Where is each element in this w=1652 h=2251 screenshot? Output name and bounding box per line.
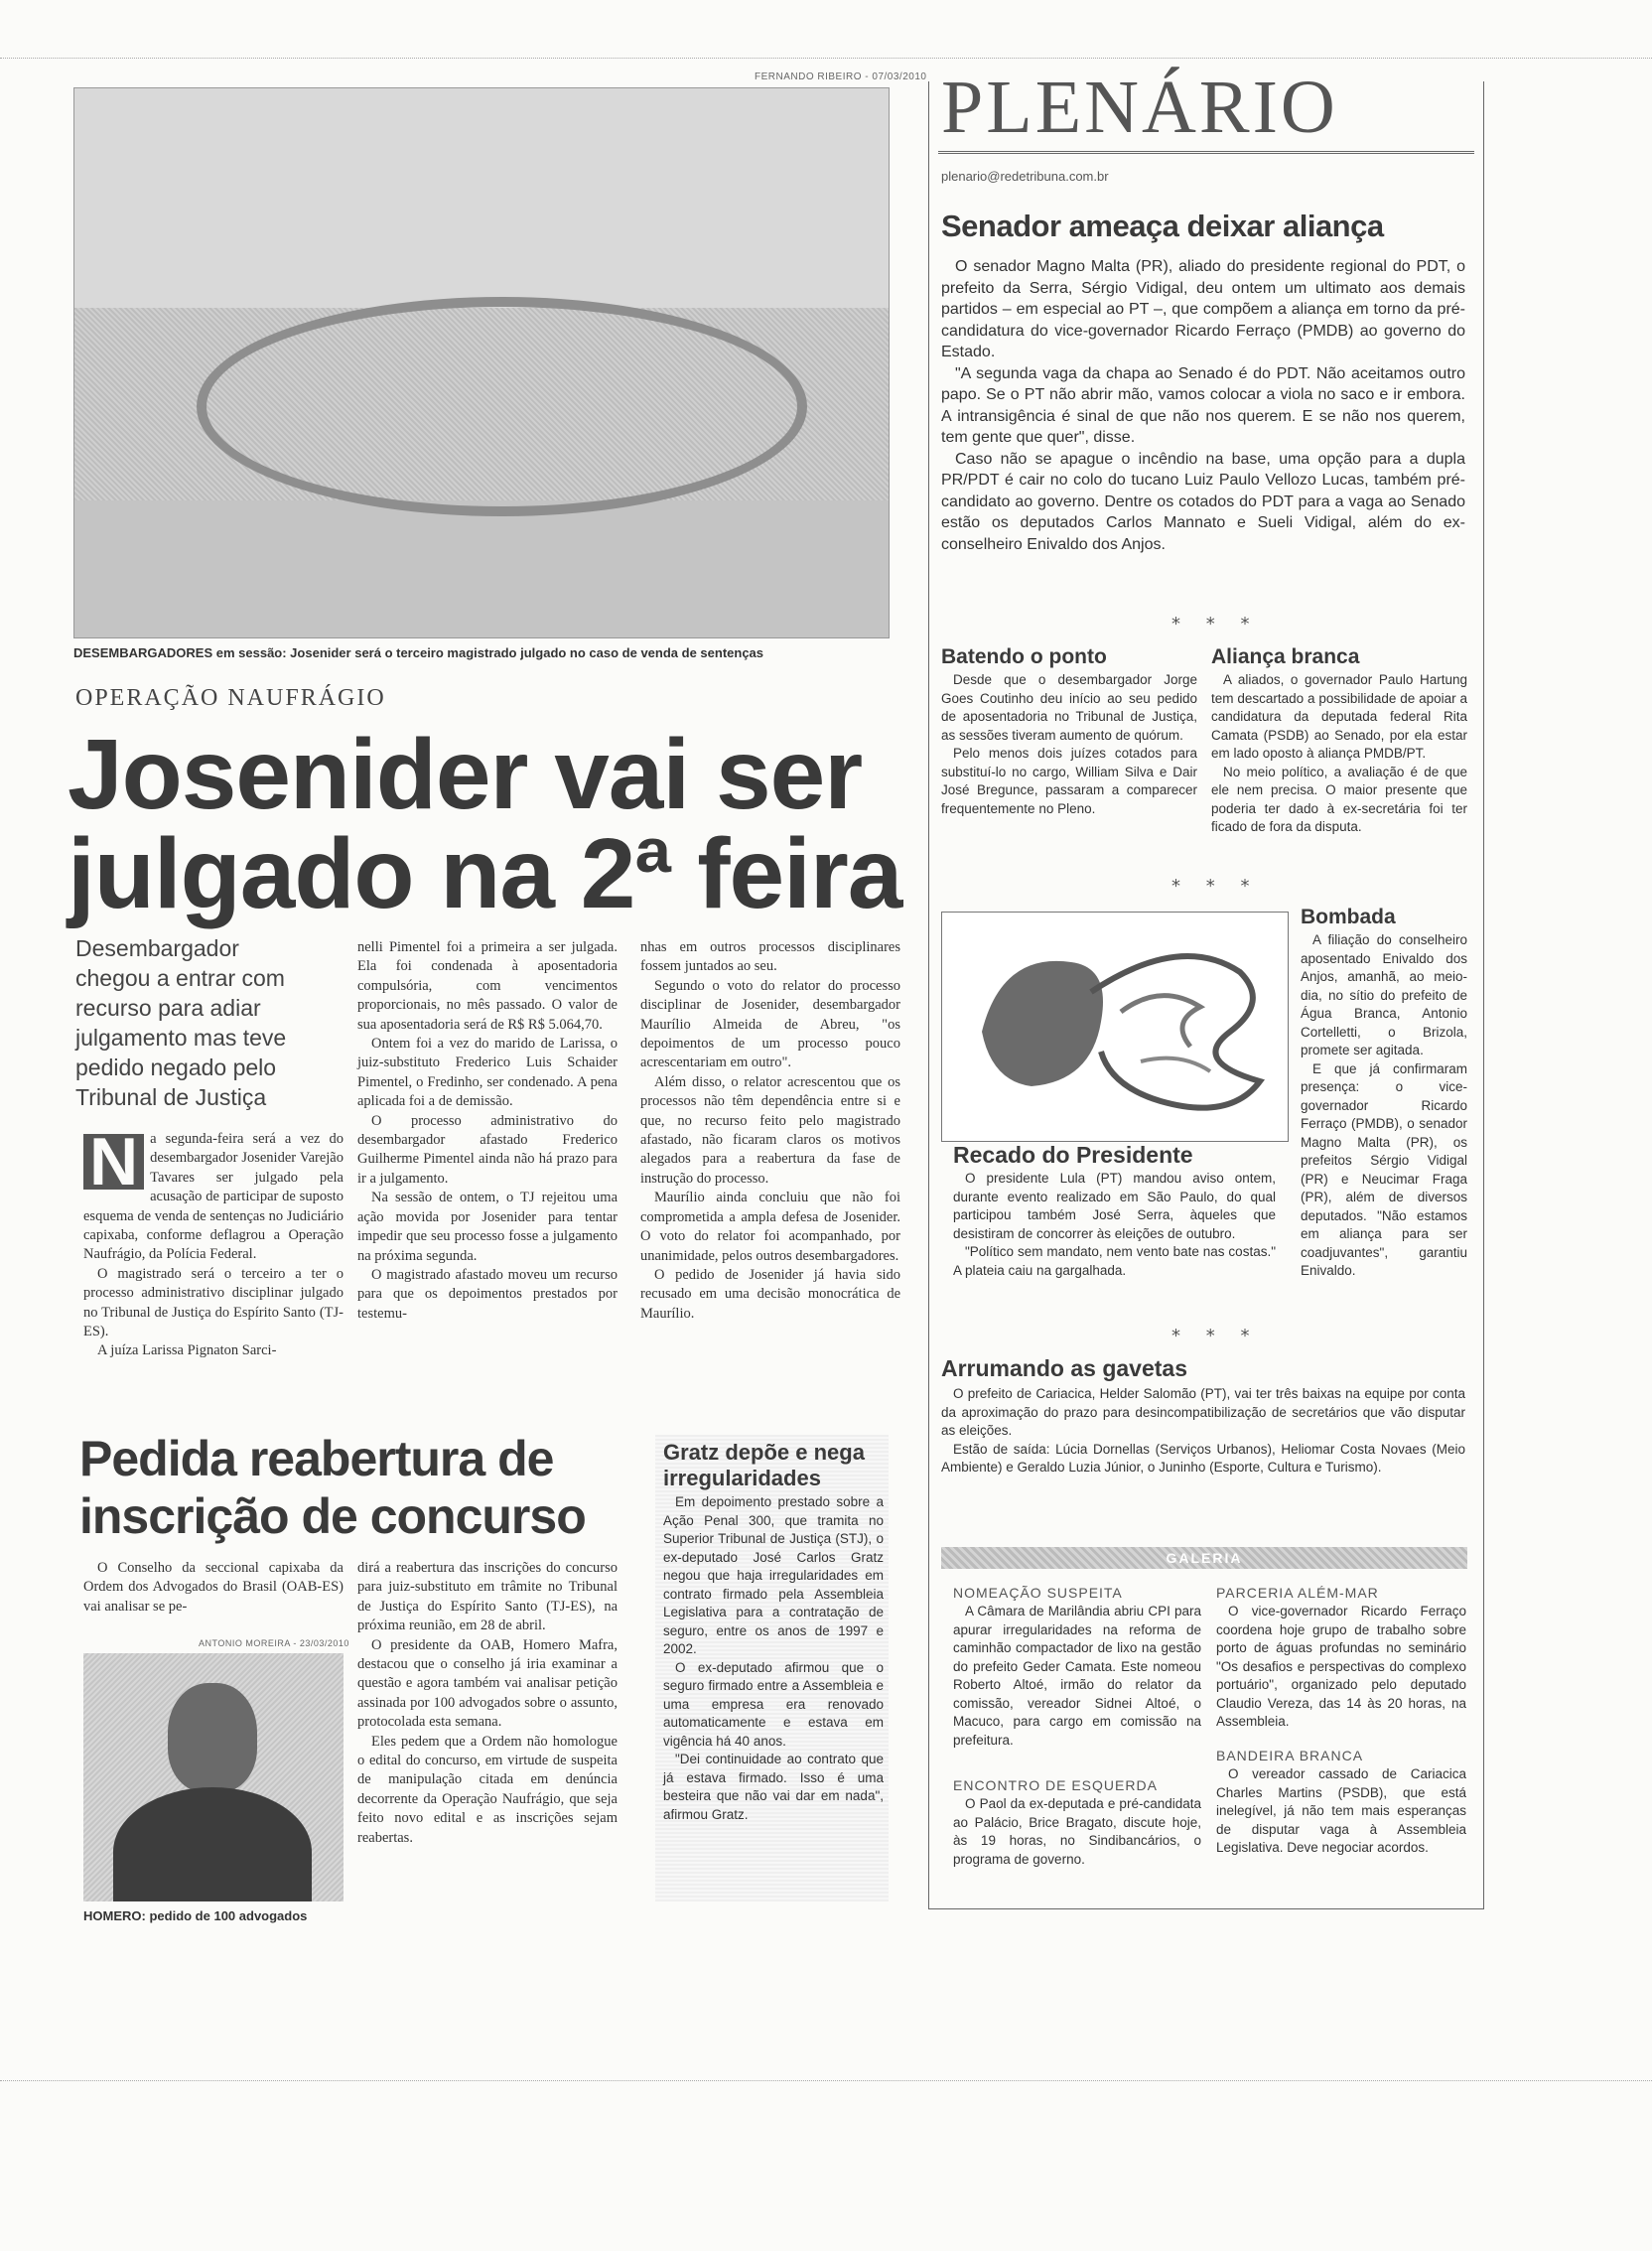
plenario-email: plenario@redetribuna.com.br (941, 169, 1109, 184)
concurso-col-1 (83, 1559, 344, 1617)
headline-line-2: julgado na 2ª feira (68, 818, 902, 929)
scan-bottom-border (0, 2080, 1652, 2081)
paragraph: O pedido de Josenider já havia sido recusado em uma decisão monocrática de Maurílio. (640, 1266, 900, 1322)
paragraph: O Conselho da seccional capixaba da Ordem dos Advogados do Brasil (OAB-ES) vai analisar se pe- (83, 1560, 344, 1615)
deck-line: julgamento mas teve (75, 1025, 287, 1051)
paragraph: Eles pedem que a Ordem não homologue o edital do concurso, em virtude de suspeita de manipulação citada em denúncia decorrente da Operação Naufrágio, que seja feito novo edital e as inscrições sejam reabertas. (357, 1733, 618, 1846)
gratz-title (663, 1440, 865, 1491)
cartoon-illustration (941, 912, 1289, 1142)
galeria-label: GALERIA (1166, 1550, 1243, 1566)
gavetas-body (941, 1385, 1465, 1477)
scan-top-border (0, 58, 1652, 59)
alianca-body (1211, 671, 1467, 837)
paragraph: O vereador cassado de Cariacica Charles Martins (PSDB), que está inelegível, já não tem mais esperanças de disputar vaga à Assembleia Legislativa. Deve negociar acordos. (1216, 1766, 1466, 1855)
nomeacao-body (953, 1603, 1201, 1750)
portrait-credit: ANTONIO MOREIRA - 23/03/2010 (199, 1638, 349, 1648)
gratz-title-line-2: irregularidades (663, 1466, 821, 1490)
headline (68, 719, 902, 929)
paragraph: "Político sem mandato, nem vento bate nas costas." A plateia caiu na gargalhada. (953, 1244, 1276, 1278)
article-col-1 (83, 1124, 344, 1361)
paragraph: "Dei continuidade ao contrato que já estava firmado. Isso é uma besteira que não vai dar em nada", afirmou Gratz. (663, 1752, 884, 1822)
concurso-headline-line-1: Pedida reabertura de (79, 1431, 554, 1486)
photo-credit: FERNANDO RIBEIRO - 07/03/2010 (755, 71, 927, 82)
encontro-body (953, 1795, 1201, 1869)
photo-caption-text: em sessão: Josenider será o terceiro magistrado julgado no caso de venda de sentenças (215, 645, 764, 660)
paragraph: Maurílio ainda concluiu que não foi comprometida a ampla defesa de Josenider. O voto do relator foi acompanhado, por unanimidade, pelos outros desembargadores. (640, 1190, 900, 1264)
deck-line: chegou a entrar com (75, 965, 285, 991)
paragraph: E que já confirmaram presença: o vice-governador Ricardo Ferraço (PMDB), o senador Magno Malta (PR), os prefeitos Sérgio Vidigal (PR) e Neucimar Fraga (PR), além de diversos deputados. "Não estamos em aliança para ser coadjuvantes", garantiu Enivaldo. (1301, 1060, 1467, 1278)
bandeira-body (1216, 1765, 1466, 1858)
plenario-main-body (941, 256, 1465, 555)
paragraph: nhas em outros processos disciplinares fossem juntados ao seu. (640, 939, 900, 975)
portrait-caption-text: pedido de 100 advogados (149, 1908, 308, 1923)
paragraph: Além disso, o relator acrescentou que os processos não têm dependência entre si e que, no recurso feito pelo magistrado afastado, não ficaram claros os motivos alegados para a reabertura da fase de instrução do processo. (640, 1073, 900, 1187)
parceria-title: PARCERIA ALÉM-MAR (1216, 1585, 1379, 1601)
batendo-body (941, 671, 1197, 818)
masthead-rule (938, 151, 1474, 154)
paragraph: O processo administrativo do desembargador afastado Frederico Guilherme Pimentel ainda não há prazo para ir a julgamento. (357, 1112, 618, 1187)
paragraph: nelli Pimentel foi a primeira a ser julgada. Ela foi condenada à aposentadoria compulsória, com vencimentos proporcionais, no mês passado. O valor de sua aposentadoria será de R$ R$ 5.064,70. (357, 939, 618, 1033)
paragraph: A aliados, o governador Paulo Hartung tem descartado a possibilidade de apoiar a candidatura da deputada federal Rita Camata (PSDB) ao Senado, por ela estar em lado oposto à aliança PMDB/PT. (1211, 672, 1467, 761)
batendo-title: Batendo o ponto (941, 645, 1107, 668)
deck (75, 933, 344, 1112)
paragraph: O Paol da ex-deputada e pré-candidata ao Palácio, Brice Bragato, discute hoje, às 19 horas, no Sindibancários, o programa de governo. (953, 1796, 1201, 1867)
parceria-body (1216, 1603, 1466, 1732)
paragraph: a segunda-feira será a vez do desembargador Josenider Varejão Tavares ser julgado pela acusação de participar de suposto esquema de venda de sentenças no Judiciário capixaba, conforme deflagrou a Operação Naufrágio, da Polícia Federal. (83, 1131, 344, 1263)
headline-line-1: Josenider vai ser (68, 719, 863, 830)
paragraph: O presidente Lula (PT) mandou aviso ontem, durante evento realizado em São Paulo, do qual participou também José Serra, àqueles que desistiram de concorrer às eleições de outubro. (953, 1171, 1276, 1241)
paragraph: Na sessão de ontem, o TJ rejeitou uma ação movida por Josenider para tentar impedir que seu processo fosse a julgamento na próxima segunda. (357, 1190, 618, 1264)
plenario-main-headline: Senador ameaça deixar aliança (941, 209, 1384, 243)
separator-stars: * * * (1171, 614, 1260, 634)
portrait-caption (83, 1908, 307, 1923)
gavetas-title: Arrumando as gavetas (941, 1355, 1187, 1381)
paragraph: Desde que o desembargador Jorge Goes Coutinho deu início ao seu pedido de aposentadoria no Tribunal de Justiça, as sessões tiveram aumento de quórum. (941, 672, 1197, 743)
paragraph: Caso não se apague o incêndio na base, uma opção para a dupla PR/PDT é cair no colo do tucano Luiz Paulo Vellozo Lucas, também pré-candidato ao governo. Dentre os cotados do PDT para a vaga ao Senado estão os deputados Carlos Mannato e Sueli Vidigal, além do ex-conselheiro Enivaldo dos Anjos. (941, 450, 1465, 553)
paragraph: Pelo menos dois juízes cotados para substituí-lo no cargo, William Silva e Dair José Bregunce, passaram a comparecer frequentemente no Pleno. (941, 746, 1197, 816)
photo-caption-label: DESEMBARGADORES (73, 645, 213, 660)
alianca-title: Aliança branca (1211, 645, 1360, 668)
paragraph: No meio político, a avaliação é de que ele nem precisa. O maior presente que poderia ter dado à ex-secretária foi ter ficado de fora da disputa. (1211, 764, 1467, 834)
gratz-title-line-1: Gratz depõe e nega (663, 1440, 865, 1465)
paragraph: O magistrado afastado moveu um recurso para que os depoimentos prestados por testemu- (357, 1266, 618, 1322)
recado-title: Recado do Presidente (953, 1142, 1193, 1168)
paragraph: O prefeito de Cariacica, Helder Salomão (PT), vai ter três baixas na equipe por conta da aproximação do prazo para desincompatibilização de secretários que vão disputar as eleições. (941, 1386, 1465, 1438)
concurso-headline (79, 1430, 586, 1545)
portrait-caption-label: HOMERO: (83, 1908, 146, 1923)
concurso-col-2 (357, 1559, 618, 1848)
encontro-title: ENCONTRO DE ESQUERDA (953, 1777, 1158, 1793)
deck-line: recurso para adiar (75, 995, 261, 1021)
plenario-masthead: PLENÁRIO (941, 66, 1338, 149)
paragraph: A juíza Larissa Pignaton Sarci- (97, 1342, 277, 1359)
photo-caption (73, 645, 897, 660)
paragraph: Estão de saída: Lúcia Dornellas (Serviços Urbanos), Heliomar Costa Novaes (Meio Ambiente) e Geraldo Luzia Júnior, o Juninho (Esporte, Cultura e Turismo). (941, 1441, 1465, 1475)
separator-stars: * * * (1171, 876, 1260, 897)
gratz-body (663, 1493, 884, 1824)
deck-line: Desembargador (75, 935, 239, 961)
paragraph: O ex-deputado afirmou que o seguro firmado entre a Assembleia e uma empresa era renovado automaticamente e estava em vigência há 40 anos. (663, 1659, 884, 1749)
paragraph: Segundo o voto do relator do processo disciplinar de Josenider, desembargador Maurílio Almeida de Abreu, "os depoimentos de um processo pouco acrescentariam em outro". (640, 977, 900, 1071)
bombada-title: Bombada (1301, 906, 1396, 928)
dropcap: N (83, 1134, 144, 1190)
recado-body (953, 1170, 1276, 1280)
paragraph: "A segunda vaga da chapa ao Senado é do PDT. Não aceitamos outro papo. Se o PT não abrir mão, vamos colocar a viola no saco e ir embora. A intransigência é sinal de que não nos querem. E se não nos querem, tem gente que quer", disse. (941, 364, 1465, 446)
homero-portrait (83, 1653, 344, 1901)
paragraph: Ontem foi a vez do marido de Larissa, o juiz-substituto Frederico Luis Schaider Pimentel, o Fredinho, ser condenado. A pena aplicada foi a de demissão. (357, 1036, 618, 1110)
paragraph: A Câmara de Marilândia abriu CPI para apurar irregularidades na reforma de caminhão compactador de lixo na gestão do prefeito Geder Camata. Este nomeou Roberto Altoé, irmão do relator da comissão, vereador Sidnei Altoé, o Macuco, para cargo em comissão na prefeitura. (953, 1604, 1201, 1748)
bandeira-title: BANDEIRA BRANCA (1216, 1748, 1364, 1763)
concurso-headline-line-2: inscrição de concurso (79, 1488, 586, 1544)
galeria-bar (941, 1547, 1467, 1569)
paragraph: O vice-governador Ricardo Ferraço coordena hoje grupo de trabalho sobre porto de águas profundas no seminário "Os desafios e perspectivas do complexo portuário", organizado pelo deputado Claudio Vereza, das 14 às 20 horas, na Assembleia. (1216, 1604, 1466, 1729)
article-col-3 (640, 938, 900, 1324)
paragraph: O presidente da OAB, Homero Mafra, destacou que o conselho já iria examinar a questão e agora também vai analisar petição assinada por 100 advogados sobre o assunto, protocolada esta semana. (357, 1636, 618, 1731)
kicker: OPERAÇÃO NAUFRÁGIO (75, 685, 386, 711)
deck-line: Tribunal de Justiça (75, 1084, 267, 1110)
article-col-2 (357, 938, 618, 1324)
paragraph: O senador Magno Malta (PR), aliado do presidente regional do PDT, o prefeito da Serra, Sérgio Vidigal, deu ontem um ultimato aos demais partidos – em especial ao PT –, que compõem a aliança em torno da pré-candidatura do vice-governador Ricardo Ferraço (PMDB) ao governo do Estado. (941, 258, 1465, 360)
paragraph: dirá a reabertura das inscrições do concurso para juiz-substituto em trâmite no Tribunal de Justiça do Espírito Santo (TJ-ES), na próxima reunião, em 28 de abril. (357, 1560, 618, 1634)
bombada-body (1301, 931, 1467, 1281)
paragraph: A filiação do conselheiro aposentado Enivaldo dos Anjos, amanhã, ao meio-dia, no sítio do prefeito de Água Branca, Antonio Cortelletti, o Brizola, promete ser agitada. (1301, 932, 1467, 1057)
nomeacao-title: NOMEAÇÃO SUSPEITA (953, 1585, 1123, 1601)
session-photo (73, 87, 890, 638)
separator-stars: * * * (1171, 1326, 1260, 1346)
paragraph: Em depoimento prestado sobre a Ação Penal 300, que tramita no Superior Tribunal de Justiça (STJ), o ex-deputado José Carlos Gratz negou que haja irregularidades em contrato firmado pela Assembleia Legislativa para a contratação de seguro, entre os anos de 1997 e 2002. (663, 1494, 884, 1656)
deck-line: pedido negado pelo (75, 1055, 277, 1080)
paragraph: O magistrado será o terceiro a ter o processo administrativo disciplinar julgado no Tribunal de Justiça do Espírito Santo (TJ-ES). (83, 1265, 344, 1340)
